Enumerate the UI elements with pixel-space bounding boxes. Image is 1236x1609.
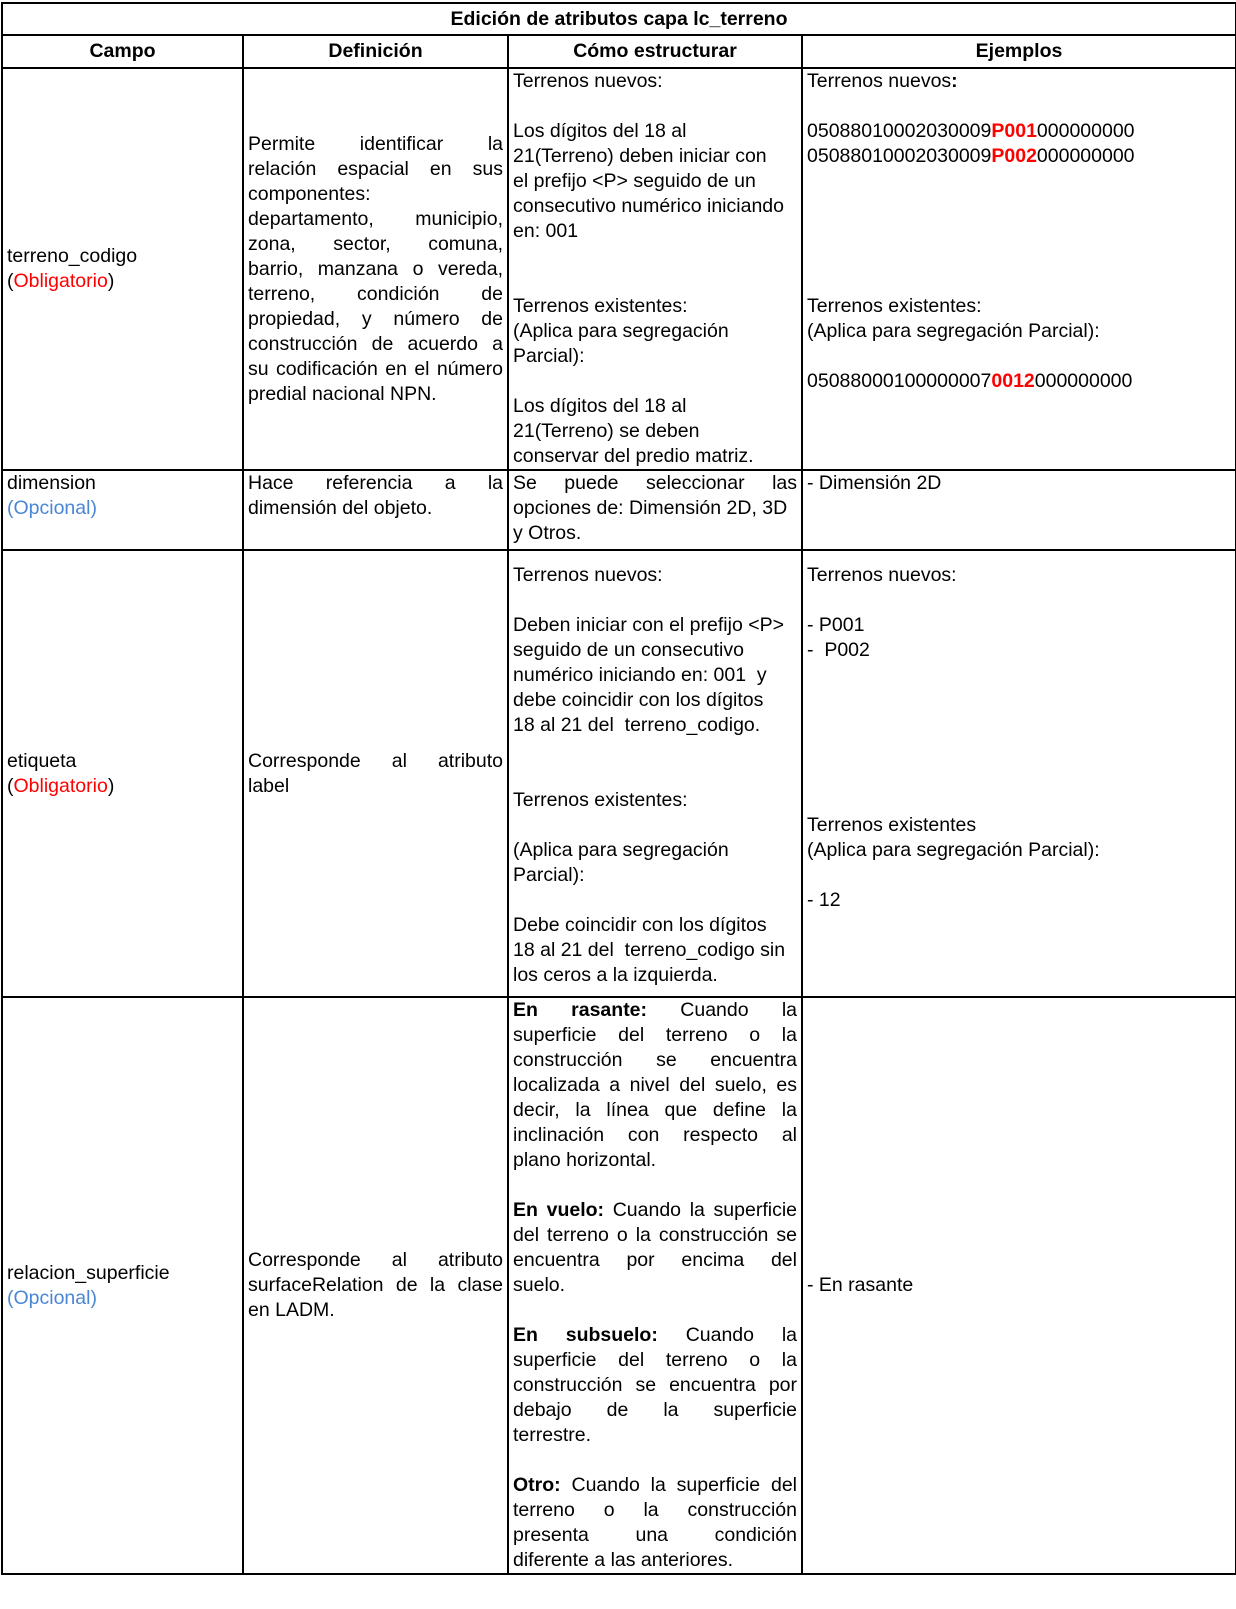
como-line: En subsuelo: Cuando la — [513, 1324, 798, 1346]
definition-line: terreno, condición de — [248, 282, 503, 305]
como-line: construcción se encuentra por — [513, 1374, 797, 1396]
definition-line: dimensión del objeto. — [248, 497, 433, 519]
como-line: terreno o la construcción — [513, 1499, 797, 1521]
section-subtitle: (Aplica para segregación Parcial): — [513, 839, 729, 886]
como-line: localizada a nivel del suelo, es — [513, 1074, 797, 1096]
section-text: Debe coincidir con los dígitos 18 al 21 del terreno_codigo sin los ceros a la izquierda. — [513, 914, 786, 986]
section-title: Terrenos existentes: — [807, 295, 982, 317]
como-line: En rasante: Cuando la — [513, 999, 798, 1021]
campo-cell — [2, 470, 243, 550]
definicion-cell — [243, 997, 508, 1574]
definition-line: label — [248, 774, 290, 797]
header-campo: Campo — [2, 35, 243, 68]
section-title: Terrenos existentes: — [513, 295, 688, 317]
campo-cell — [2, 550, 243, 997]
section-subtitle: (Aplica para segregación Parcial): — [807, 320, 1100, 342]
section-title: Terrenos nuevos: — [513, 564, 663, 586]
example-value: - Dimensión 2D — [807, 472, 942, 494]
como-line: del terreno o la construcción se — [513, 1224, 797, 1246]
definition-line: Hace referencia a la — [248, 472, 503, 494]
example-code: 050880001000000070012000000000 — [807, 370, 1133, 392]
como-line: opciones de: Dimensión 2D, 3D — [513, 497, 788, 519]
definition-line: construcción de acuerdo a — [248, 332, 503, 355]
definition-line: predial nacional NPN. — [248, 382, 437, 405]
ejemplos-cell — [802, 68, 1236, 470]
field-requirement: (Obligatorio) — [7, 270, 115, 292]
definicion-cell — [243, 550, 508, 997]
como-line: encuentra por encima del — [513, 1249, 797, 1271]
definition-line: componentes: — [248, 182, 371, 205]
ejemplos-cell — [802, 997, 1236, 1574]
definition-line: departamento, municipio, — [248, 207, 503, 230]
field-name: etiqueta — [7, 749, 77, 772]
section-title: Terrenos existentes: — [513, 789, 688, 811]
como-line: superficie del terreno o la — [513, 1349, 797, 1371]
header-ejemplos: Ejemplos — [802, 35, 1236, 68]
attributes-table — [1, 2, 1236, 1575]
header-como-estructurar: Cómo estructurar — [508, 35, 802, 68]
table-row — [2, 550, 1236, 997]
como-line: debajo de la superficie — [513, 1399, 797, 1421]
example-value: - En rasante — [807, 1274, 914, 1296]
header-definicion: Definición — [243, 35, 508, 68]
section-text: Deben iniciar con el prefijo <P> seguido de un consecutivo numérico iniciando en: 001 y debe coincidir con los dígitos 18 al 21 del terreno_codigo. — [513, 614, 784, 736]
como-line: En vuelo: Cuando la superficie — [513, 1199, 798, 1221]
definition-line: relación espacial en sus — [248, 157, 503, 180]
section-subtitle: (Aplica para segregación Parcial): — [807, 839, 1100, 861]
como-line: inclinación con respecto al — [513, 1124, 797, 1146]
field-name: terreno_codigo — [7, 245, 138, 267]
definition-line: Corresponde al atributo — [248, 1249, 503, 1271]
example-value: - 12 — [807, 889, 841, 911]
section-subtitle: (Aplica para segregación Parcial): — [513, 320, 729, 367]
section-title: Terrenos nuevos: — [513, 70, 663, 92]
definicion-cell — [243, 68, 508, 470]
como-line: superficie del terreno o la — [513, 1024, 797, 1046]
field-name: dimension — [7, 472, 96, 494]
como-cell — [508, 470, 802, 550]
como-line: suelo. — [513, 1274, 566, 1296]
como-cell — [508, 550, 802, 997]
campo-cell — [2, 68, 243, 470]
como-line: y Otros. — [513, 522, 582, 544]
como-cell — [508, 997, 802, 1574]
definition-line: zona, sector, comuna, — [248, 232, 503, 255]
como-line: plano horizontal. — [513, 1149, 657, 1171]
ejemplos-cell — [802, 470, 1236, 550]
table-title: Edición de atributos capa lc_terreno — [2, 3, 1236, 35]
como-line: Otro: Cuando la superficie del — [513, 1474, 797, 1496]
como-line: diferente a las anteriores. — [513, 1549, 734, 1571]
como-line: decir, la línea que define la — [513, 1099, 797, 1121]
definicion-cell — [243, 470, 508, 550]
definition-line: Corresponde al atributo — [248, 749, 503, 772]
definition-line: propiedad, y número de — [248, 307, 503, 330]
como-cell — [508, 68, 802, 470]
como-line: construcción se encuentra — [513, 1049, 797, 1071]
example-code: 05088010002030009P001000000000 — [807, 120, 1135, 142]
table-row — [2, 68, 1236, 470]
como-line: presenta una condición — [513, 1524, 797, 1546]
example-code: 05088010002030009P002000000000 — [807, 145, 1135, 167]
field-requirement: (Obligatorio) — [7, 774, 115, 797]
como-line: Se puede seleccionar las — [513, 472, 797, 494]
section-text: Los dígitos del 18 al 21(Terreno) deben iniciar con el prefijo <P> seguido de un consecutivo numérico iniciando en: 001 — [513, 120, 784, 242]
section-text: Los dígitos del 18 al 21(Terreno) se deben conservar del predio matriz. — [513, 395, 754, 467]
section-title: Terrenos nuevos: — [807, 70, 958, 92]
section-title: Terrenos existentes — [807, 814, 977, 836]
ejemplos-cell — [802, 550, 1236, 997]
table-row — [2, 470, 1236, 550]
example-value: - P002 — [807, 639, 870, 661]
definition-line: surfaceRelation de la clase — [248, 1274, 503, 1296]
section-title: Terrenos nuevos: — [807, 564, 957, 586]
field-name: relacion_superficie — [7, 1261, 170, 1284]
table-row — [2, 997, 1236, 1574]
como-line: terrestre. — [513, 1424, 592, 1446]
definition-line: barrio, manzana o vereda, — [248, 257, 503, 280]
field-requirement: (Opcional) — [7, 497, 97, 519]
field-requirement: (Opcional) — [7, 1286, 97, 1309]
definition-line: Permite identificar la — [248, 132, 503, 155]
definition-line: en LADM. — [248, 1299, 335, 1321]
definition-line: su codificación en el número — [248, 357, 503, 380]
campo-cell — [2, 997, 243, 1574]
example-value: - P001 — [807, 614, 865, 636]
